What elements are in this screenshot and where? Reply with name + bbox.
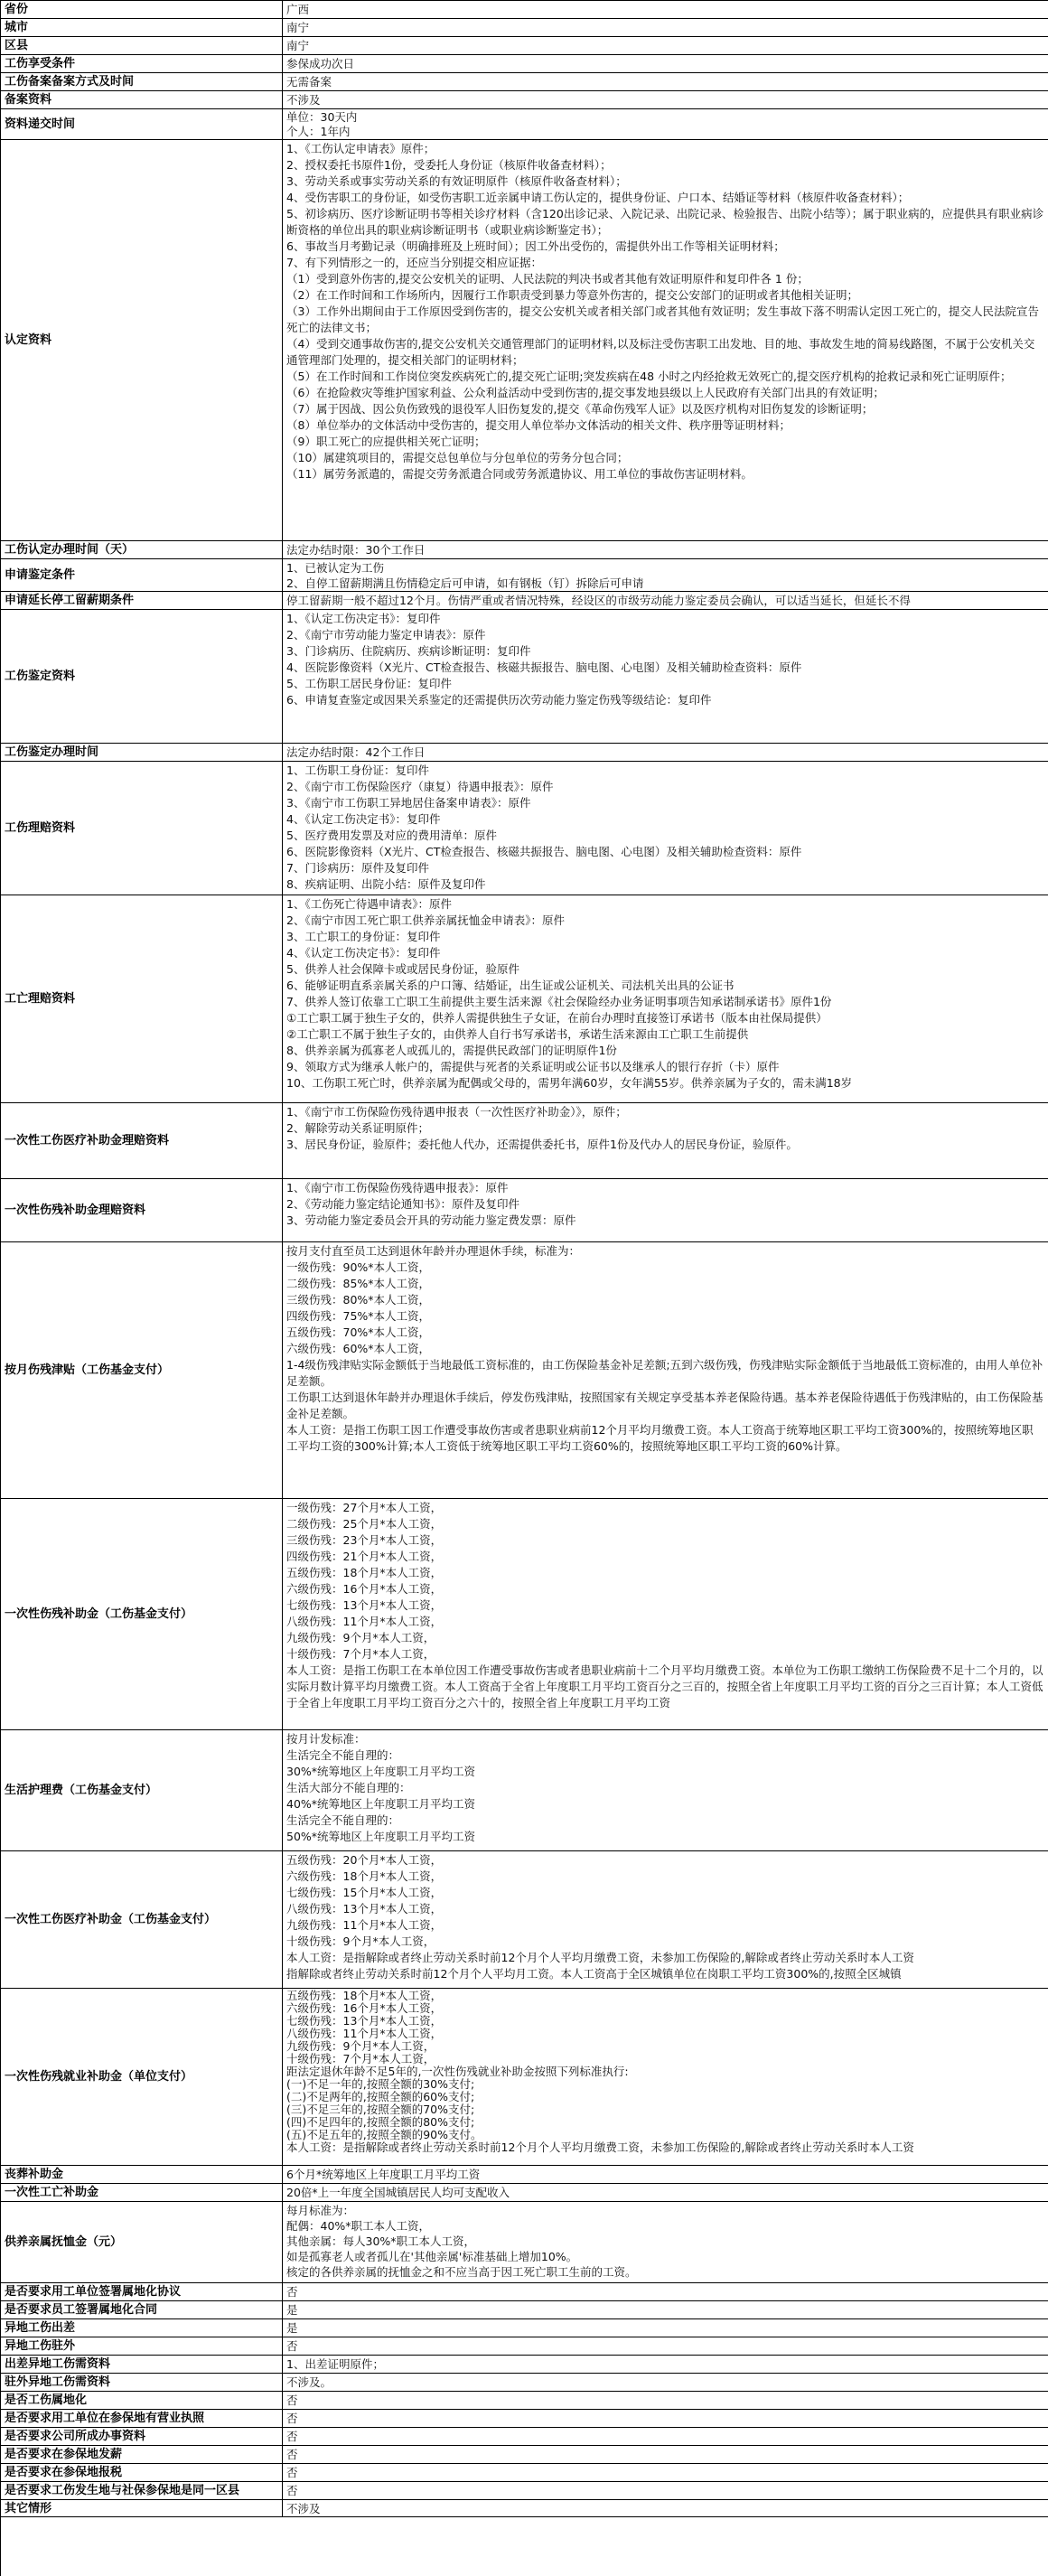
value-line: 八级伤残：13个月*本人工资， <box>286 1902 443 1916</box>
value-line: 6、申请复查鉴定或因果关系鉴定的还需提供历次劳动能力鉴定伤残等级结论：复印件 <box>286 693 712 707</box>
row-label: 是否工伤属地化 <box>1 2392 283 2410</box>
value-line: 2、《南宁市劳动能力鉴定申请表》：原件 <box>286 628 486 642</box>
value-line: 1、《南宁市工伤保险伤残待遇申报表（一次性医疗补助金）》，原件； <box>286 1105 627 1119</box>
value-line: 20倍*上一年度全国城镇居民人均可支配收入 <box>286 2186 510 2199</box>
table-row <box>1 2356 1048 2374</box>
value-line: 4、医院影像资料（X光片、CT检查报告、核磁共振报告、脑电图、心电图）及相关辅助检查资料：原件 <box>286 660 802 674</box>
value-line: 四级伤残：75%*本人工资， <box>286 1309 431 1323</box>
value-line: 1、《南宁市工伤保险伤残待遇申报表》：原件 <box>286 1181 509 1194</box>
value-line: 6、医院影像资料（X光片、CT检查报告、核磁共振报告、脑电图、心电图）及相关辅助检查资料：原件 <box>286 845 802 858</box>
table-row <box>1 610 1048 744</box>
value-line: 单位：30天内 <box>286 110 358 124</box>
value-line: 六级伤残：16个月*本人工资， <box>286 2001 443 2015</box>
value-line: 5、初诊病历、医疗诊断证明书等相关诊疗材料（含120出诊记录、入院记录、出院记录、检验报告、出院小结等）；属于职业病的，应提供具有职业病诊断资格的单位出具的职业病诊断证明书（或职业病诊断鉴定书）； <box>286 207 1044 237</box>
value-line: (二)不足两年的,按照全额的60%支付; <box>286 2090 475 2103</box>
row-label: 工伤认定办理时间（天） <box>1 541 283 559</box>
value-line: ②工亡职工不属于独生子女的，由供养人自行书写承诺书，承诺生活来源由工亡职工生前提供 <box>286 1027 749 1041</box>
table-row <box>1 1103 1048 1179</box>
value-line: (五)不足五年的,按照全额的90%支付。 <box>286 2128 482 2141</box>
row-label: 是否要求公司所成办事资料 <box>1 2428 283 2446</box>
value-line: 8、疾病证明、出院小结：原件及复印件 <box>286 877 486 891</box>
value-line: 法定办结时限：30个工作日 <box>286 543 426 557</box>
value-line: 广西 <box>286 3 310 16</box>
value-line: 四级伤残：21个月*本人工资， <box>286 1550 443 1563</box>
value-line: 十级伤残：9个月*本人工资， <box>286 1934 435 1948</box>
value-line: （7）属于因战、因公负伤致残的退役军人旧伤复发的,提交《革命伤残军人证》以及医疗机构对旧伤复发的诊断证明； <box>286 402 874 416</box>
table-row <box>1 762 1048 895</box>
row-value <box>283 1179 1048 1242</box>
row-value <box>283 2202 1048 2283</box>
value-line: （4）受到交通事故伤害的,提交公安机关交通管理部门的证明材料,以及标注受伤害职工出发地、目的地、事故发生地的简易线路图，不属于公安机关交通管理部门处理的，提交相关部门的证明材料； <box>286 337 1035 367</box>
value-line: （6）在抢险救灾等维护国家利益、公众利益活动中受到伤害的,提交事发地县级以上人民政府有关部门出具的有效证明； <box>286 386 884 399</box>
value-line: 3、劳动关系或事实劳动关系的有效证明原件（核原件收备查材料）； <box>286 174 627 188</box>
row-label: 一次性伤残就业补助金（单位支付） <box>1 1989 283 2166</box>
row-label: 申请鉴定条件 <box>1 559 283 592</box>
table-row <box>1 2428 1048 2446</box>
value-line: （11）属劳务派遣的，需提交劳务派遣合同或劳务派遣协议、用工单位的事故伤害证明材料。 <box>286 467 753 481</box>
row-value <box>283 73 1048 91</box>
value-line: 否 <box>286 2484 298 2497</box>
row-label: 区县 <box>1 37 283 55</box>
row-value <box>283 2319 1048 2337</box>
value-line: （9）职工死亡的应提供相关死亡证明； <box>286 435 486 448</box>
value-line: 生活完全不能自理的： <box>286 1748 400 1762</box>
row-value <box>283 2428 1048 2446</box>
value-line: 10、工伤职工死亡时，供养亲属为配偶或父母的，需男年满60岁，女年满55岁。供养亲属为子女的，需未满18岁 <box>286 1076 853 1090</box>
table-row <box>1 91 1048 109</box>
value-line: 按月支付直至员工达到退休年龄并办理退休手续，标准为： <box>286 1244 581 1258</box>
table-row <box>1 2202 1048 2283</box>
row-value <box>283 762 1048 895</box>
table-row <box>1 2301 1048 2319</box>
value-line: （8）单位举办的文体活动中受伤害的，提交用人单位举办文体活动的相关文件、秩序册等证明材料； <box>286 418 791 432</box>
row-label: 省份 <box>1 1 283 19</box>
value-line: 六级伤残：18个月*本人工资， <box>286 1869 443 1883</box>
table-row <box>1 2337 1048 2356</box>
value-line: 本人工资：是指工伤职工因工作遭受事故伤害或者患职业病前12个月平均月缴费工资。本人工资高于统筹地区职工平均工资300%的，按照统筹地区职工平均工资的300%计算;本人工资低于统筹地区职工平均工资60%的，按照统筹地区职工平均工资的60%计算。 <box>286 1423 1034 1453</box>
value-line: 七级伤残：15个月*本人工资， <box>286 1886 443 1899</box>
table-row <box>1 559 1048 592</box>
value-line: 按月计发标准： <box>286 1732 366 1746</box>
row-value <box>283 1851 1048 1989</box>
value-line: (四)不足四年的,按照全额的80%支付; <box>286 2115 475 2129</box>
row-label: 是否要求在参保地发薪 <box>1 2446 283 2464</box>
row-label: 是否要求用工单位签署属地化协议 <box>1 2283 283 2301</box>
row-value <box>283 91 1048 109</box>
table-row <box>1 1851 1048 1989</box>
value-line: 本人工资：是指解除或者终止劳动关系时前12个月个人平均月缴费工资，未参加工伤保险的,解除或者终止劳动关系时本人工资 <box>286 1951 914 1964</box>
row-label: 工伤享受条件 <box>1 55 283 73</box>
table-row <box>1 541 1048 559</box>
table-row <box>1 140 1048 541</box>
row-value <box>283 1989 1048 2166</box>
value-line: 1、已被认定为工伤 <box>286 561 384 575</box>
value-line: 7、有下列情形之一的，还应当分别提交相应证据： <box>286 256 542 269</box>
row-value <box>283 744 1048 762</box>
row-label: 工伤备案备案方式及时间 <box>1 73 283 91</box>
value-line: 参保成功次日 <box>286 57 355 70</box>
row-value <box>283 2337 1048 2356</box>
row-label: 丧葬补助金 <box>1 2166 283 2184</box>
value-line: 1、《工伤认定申请表》原件； <box>286 142 435 155</box>
value-line: 二级伤残：25个月*本人工资， <box>286 1517 443 1531</box>
row-label: 一次性伤残补助金理赔资料 <box>1 1179 283 1242</box>
value-line: 否 <box>286 2448 298 2461</box>
value-line: 4、《认定工伤决定书》：复印件 <box>286 946 441 960</box>
value-line: 2、解除劳动关系证明原件； <box>286 1121 429 1135</box>
value-line: 十级伤残：7个月*本人工资， <box>286 2052 435 2065</box>
value-line: 1、出差证明原件； <box>286 2357 384 2371</box>
value-line: 个人：1年内 <box>286 125 351 138</box>
row-value <box>283 2184 1048 2202</box>
value-line: 50%*统筹地区上年度职工月平均工资 <box>286 1830 476 1843</box>
value-line: 2、自停工留薪期满且伤情稳定后可申请，如有钢板（钉）拆除后可申请 <box>286 576 644 590</box>
value-line: 否 <box>286 2285 298 2299</box>
row-label: 工伤鉴定办理时间 <box>1 744 283 762</box>
value-line: 2、《南宁市因工死亡职工供养亲属抚恤金申请表》：原件 <box>286 913 565 927</box>
value-line: 一级伤残：27个月*本人工资， <box>286 1501 443 1514</box>
row-label: 申请延长停工留薪期条件 <box>1 592 283 610</box>
value-line: 30%*统筹地区上年度职工月平均工资 <box>286 1765 476 1778</box>
value-line: 七级伤残：13个月*本人工资， <box>286 1598 443 1612</box>
row-value <box>283 2166 1048 2184</box>
row-value <box>283 2500 1048 2517</box>
table-row <box>1 109 1048 140</box>
value-line: 九级伤残：9个月*本人工资， <box>286 2039 435 2053</box>
row-value <box>283 2374 1048 2392</box>
row-value <box>283 895 1048 1103</box>
table-row <box>1 2392 1048 2410</box>
row-label: 驻外异地工伤需资料 <box>1 2374 283 2392</box>
row-value <box>283 559 1048 592</box>
table-row <box>1 2283 1048 2301</box>
row-value <box>283 2392 1048 2410</box>
row-label: 一次性工亡补助金 <box>1 2184 283 2202</box>
value-line: 2、《南宁市工伤保险医疗（康复）待遇申报表》：原件 <box>286 780 554 793</box>
row-value <box>283 2446 1048 2464</box>
value-line: 9、领取方式为继承人帐户的，需提供与死者的关系证明或公证书以及继承人的银行存折（卡）原件 <box>286 1060 780 1073</box>
row-label: 工亡理赔资料 <box>1 895 283 1103</box>
value-line: 其他亲属：每人30%*职工本人工资， <box>286 2234 476 2248</box>
row-value <box>283 140 1048 541</box>
value-line: 否 <box>286 2393 298 2407</box>
value-line: 三级伤残：80%*本人工资， <box>286 1293 431 1307</box>
value-line: （5）在工作时间和工作岗位突发疾病死亡的,提交死亡证明;突发疾病在48 小时之内经抢救无效死亡的,提交医疗机构的抢救记录和死亡证明原件； <box>286 370 1012 383</box>
value-line: 五级伤残：18个月*本人工资， <box>286 1989 443 2002</box>
value-line: 本人工资：是指解除或者终止劳动关系时前12个月个人平均月缴费工资，未参加工伤保险的,解除或者终止劳动关系时本人工资 <box>286 2140 914 2154</box>
value-line: 八级伤残：11个月*本人工资， <box>286 2027 443 2040</box>
value-line: 7、门诊病历：原件及复印件 <box>286 861 429 875</box>
row-label: 异地工伤出差 <box>1 2319 283 2337</box>
table-row <box>1 2319 1048 2337</box>
table-row <box>1 2410 1048 2428</box>
row-label: 工伤鉴定资料 <box>1 610 283 744</box>
row-value <box>283 541 1048 559</box>
row-value <box>283 2464 1048 2482</box>
value-line: （3）工作外出期间由于工作原因受到伤害的，提交公安机关或者相关部门或者其他有效证明；发生事故下落不明需认定因工死亡的，提交人民法院宣告死亡的法律文书； <box>286 304 1039 334</box>
row-label: 认定资料 <box>1 140 283 541</box>
value-line: 1、工伤职工身份证：复印件 <box>286 763 429 777</box>
table-row <box>1 895 1048 1103</box>
value-line: 4、受伤害职工的身份证，如受伤害职工近亲属申请工伤认定的，提供身份证、户口本、结婚证等材料（核原件收备查材料）； <box>286 191 910 204</box>
value-line: 2、授权委托书原件1份，受委托人身份证（核原件收备查材料）； <box>286 158 612 172</box>
value-line: 是 <box>286 2321 298 2335</box>
row-value <box>283 1499 1048 1730</box>
row-label: 备案资料 <box>1 91 283 109</box>
value-line: 五级伤残：18个月*本人工资， <box>286 1566 443 1579</box>
table-row <box>1 744 1048 762</box>
value-line: 5、医疗费用发票及对应的费用清单：原件 <box>286 829 497 842</box>
table-row <box>1 73 1048 91</box>
value-line: 6、能够证明直系亲属关系的户口簿、结婚证，出生证或公证机关、司法机关出具的公证书 <box>286 979 735 992</box>
value-line: 一级伤残：90%*本人工资， <box>286 1260 431 1274</box>
row-label: 是否要求工伤发生地与社保参保地是同一区县 <box>1 2482 283 2500</box>
row-label: 供养亲属抚恤金（元） <box>1 2202 283 2283</box>
row-value <box>283 592 1048 610</box>
row-value <box>283 109 1048 140</box>
row-label: 是否要求用工单位在参保地有营业执照 <box>1 2410 283 2428</box>
row-value <box>283 19 1048 37</box>
value-line: （2）在工作时间和工作场所内，因履行工作职责受到暴力等意外伤害的，提交公安部门的证明或者其他相关证明； <box>286 288 858 302</box>
row-value <box>283 2482 1048 2500</box>
row-value <box>283 2301 1048 2319</box>
value-line: 指解除或者终止劳动关系时前12个月个人平均月工资。本人工资高于全区城镇单位在岗职工平均工资300%的,按照全区城镇 <box>286 1967 902 1981</box>
value-line: 生活完全不能自理的： <box>286 1813 400 1827</box>
value-line: 5、供养人社会保障卡或或居民身份证，验原件 <box>286 962 519 976</box>
row-label: 生活护理费（工伤基金支付） <box>1 1730 283 1851</box>
value-line: 十级伤残：7个月*本人工资， <box>286 1647 435 1661</box>
row-label: 其它情形 <box>1 2500 283 2517</box>
value-line: (一)不足一年的,按照全额的30%支付; <box>286 2077 475 2091</box>
value-line: 九级伤残：11个月*本人工资， <box>286 1918 443 1932</box>
value-line: 4、《认定工伤决定书》：复印件 <box>286 812 441 826</box>
value-line: 配偶：40%*职工本人工资， <box>286 2219 431 2233</box>
row-label: 按月伤残津贴（工伤基金支付） <box>1 1242 283 1499</box>
row-label: 城市 <box>1 19 283 37</box>
row-label: 是否要求员工签署属地化合同 <box>1 2301 283 2319</box>
value-line: 3、劳动能力鉴定委员会开具的劳动能力鉴定费发票：原件 <box>286 1213 576 1227</box>
value-line: （1）受到意外伤害的,提交公安机关的证明、人民法院的判决书或者其他有效证明原件和复印件各 1 份； <box>286 272 809 286</box>
table-row <box>1 1 1048 19</box>
table-row <box>1 37 1048 55</box>
row-label: 出差异地工伤需资料 <box>1 2356 283 2374</box>
value-line: 否 <box>286 2412 298 2425</box>
value-line: 本人工资：是指工伤职工在本单位因工作遭受事故伤害或者患职业病前十二个月平均月缴费工资。本单位为工伤职工缴纳工伤保险费不足十二个月的，以实际月数计算平均月缴费工资。本人工资高于全省上年度职工月平均工资百分之三百的，按照全省上年度职工月平均工资的百分之三百计算；本人工资低于全省上年度职工月平均工资百分之六十的，按照全省上年度职工月平均工资 <box>286 1663 1043 1710</box>
row-label: 工伤理赔资料 <box>1 762 283 895</box>
table-row <box>1 1989 1048 2166</box>
table-row <box>1 592 1048 610</box>
value-line: 六级伤残：60%*本人工资， <box>286 1342 431 1355</box>
value-line: 否 <box>286 2430 298 2443</box>
value-line: 40%*统筹地区上年度职工月平均工资 <box>286 1797 476 1811</box>
value-line: 3、门诊病历、住院病历、疾病诊断证明：复印件 <box>286 644 531 658</box>
value-line: 否 <box>286 2339 298 2353</box>
table-row <box>1 1730 1048 1851</box>
value-line: 3、工亡职工的身份证：复印件 <box>286 930 441 943</box>
value-line: 每月标准为： <box>286 2204 355 2217</box>
value-line: 1、《工伤死亡待遇申请表》：原件 <box>286 897 452 911</box>
row-label: 资料递交时间 <box>1 109 283 140</box>
row-value <box>283 55 1048 73</box>
row-value <box>283 1242 1048 1499</box>
row-value <box>283 2283 1048 2301</box>
value-line: （10）属建筑项目的，需提交总包单位与分包单位的劳务分包合同； <box>286 451 629 464</box>
value-line: (三)不足三年的,按照全额的70%支付; <box>286 2103 475 2116</box>
row-label: 异地工伤驻外 <box>1 2337 283 2356</box>
value-line: 8、供养亲属为孤寡老人或孤儿的，需提供民政部门的证明原件1份 <box>286 1044 617 1057</box>
value-line: 不涉及 <box>286 2502 321 2515</box>
table-row <box>1 2446 1048 2464</box>
row-value <box>283 1730 1048 1851</box>
value-line: 不涉及。 <box>286 2375 332 2389</box>
value-line: 距法定退休年龄不足5年的,一次性伤残就业补助金按照下列标准执行: <box>286 2065 629 2078</box>
value-line: 八级伤残：11个月*本人工资， <box>286 1615 443 1628</box>
value-line: 3、居民身份证，验原件；委托他人代办，还需提供委托书，原件1份及代办人的居民身份证，验原件。 <box>286 1138 798 1151</box>
row-label: 一次性工伤医疗补助金（工伤基金支付） <box>1 1851 283 1989</box>
value-line: 如是孤寡老人或者孤儿在'其他亲属'标准基础上增加10%。 <box>286 2250 578 2263</box>
table-row <box>1 2166 1048 2184</box>
value-line: 法定办结时限：42个工作日 <box>286 745 426 759</box>
value-line: 7、供养人签订依靠工亡职工生前提供主要生活来源《社会保险经办业务证明事项告知承诺制承诺书》原件1份 <box>286 995 832 1008</box>
row-value <box>283 1103 1048 1179</box>
value-line: 停工留薪期一般不超过12个月。伤情严重或者情况特殊，经设区的市级劳动能力鉴定委员会确认，可以适当延长，但延长不得 <box>286 594 911 607</box>
value-line: 六级伤残：16个月*本人工资， <box>286 1582 443 1596</box>
value-line: 1、《认定工伤决定书》：复印件 <box>286 612 441 625</box>
value-line: 是 <box>286 2303 298 2317</box>
table-row <box>1 2482 1048 2500</box>
row-label: 是否要求在参保地报税 <box>1 2464 283 2482</box>
value-line: 不涉及 <box>286 93 321 107</box>
table-row <box>1 1499 1048 1730</box>
value-line: 南宁 <box>286 39 310 52</box>
value-line: 6、事故当月考勤记录（明确排班及上班时间）；因工外出受伤的，需提供外出工作等相关证明材料； <box>286 239 785 253</box>
table-row <box>1 2500 1048 2517</box>
table-row <box>1 2374 1048 2392</box>
table-row <box>1 55 1048 73</box>
value-line: 三级伤残：23个月*本人工资， <box>286 1533 443 1547</box>
row-value <box>283 1 1048 19</box>
row-value <box>283 37 1048 55</box>
value-line: 核定的各供养亲属的抚恤金之和不应当高于因工死亡职工生前的工资。 <box>286 2265 637 2279</box>
value-line: 七级伤残：13个月*本人工资， <box>286 2014 443 2028</box>
value-line: 1-4级伤残津贴实际金额低于当地最低工资标准的，由工伤保险基金补足差额;五到六级伤残，伤残津贴实际金额低于当地最低工资标准的，由用人单位补足差额。 <box>286 1358 1043 1388</box>
value-line: 工伤职工达到退休年龄并办理退休手续后，停发伤残津贴，按照国家有关规定享受基本养老保险待遇。基本养老保险待遇低于伤残津贴的，由工伤保险基金补足差额。 <box>286 1391 1043 1420</box>
value-line: 5、工伤职工居民身份证：复印件 <box>286 677 452 690</box>
row-label: 一次性工伤医疗补助金理赔资料 <box>1 1103 283 1179</box>
value-line: 生活大部分不能自理的： <box>286 1781 411 1794</box>
value-line: 3、《南宁市工伤职工异地居住备案申请表》：原件 <box>286 796 531 810</box>
row-value <box>283 2410 1048 2428</box>
value-line: ①工亡职工属于独生子女的，供养人需提供独生子女证，在前台办理时直接签订承诺书（版本由社保局提供） <box>286 1011 828 1025</box>
row-label: 一次性伤残补助金（工伤基金支付） <box>1 1499 283 1730</box>
table-row <box>1 1242 1048 1499</box>
value-line: 二级伤残：85%*本人工资， <box>286 1277 431 1290</box>
value-line: 五级伤残：20个月*本人工资， <box>286 1853 443 1867</box>
value-line: 无需备案 <box>286 75 332 89</box>
value-line: 五级伤残：70%*本人工资， <box>286 1325 431 1339</box>
table-row <box>1 1179 1048 1242</box>
table-row <box>1 2184 1048 2202</box>
value-line: 6个月*统筹地区上年度职工月平均工资 <box>286 2168 481 2181</box>
value-line: 九级伤残：9个月*本人工资， <box>286 1631 435 1644</box>
row-value <box>283 2356 1048 2374</box>
table-row <box>1 2464 1048 2482</box>
row-value <box>283 610 1048 744</box>
value-line: 否 <box>286 2466 298 2479</box>
value-line: 南宁 <box>286 21 310 34</box>
value-line: 2、《劳动能力鉴定结论通知书》：原件及复印件 <box>286 1197 519 1211</box>
table-row <box>1 19 1048 37</box>
